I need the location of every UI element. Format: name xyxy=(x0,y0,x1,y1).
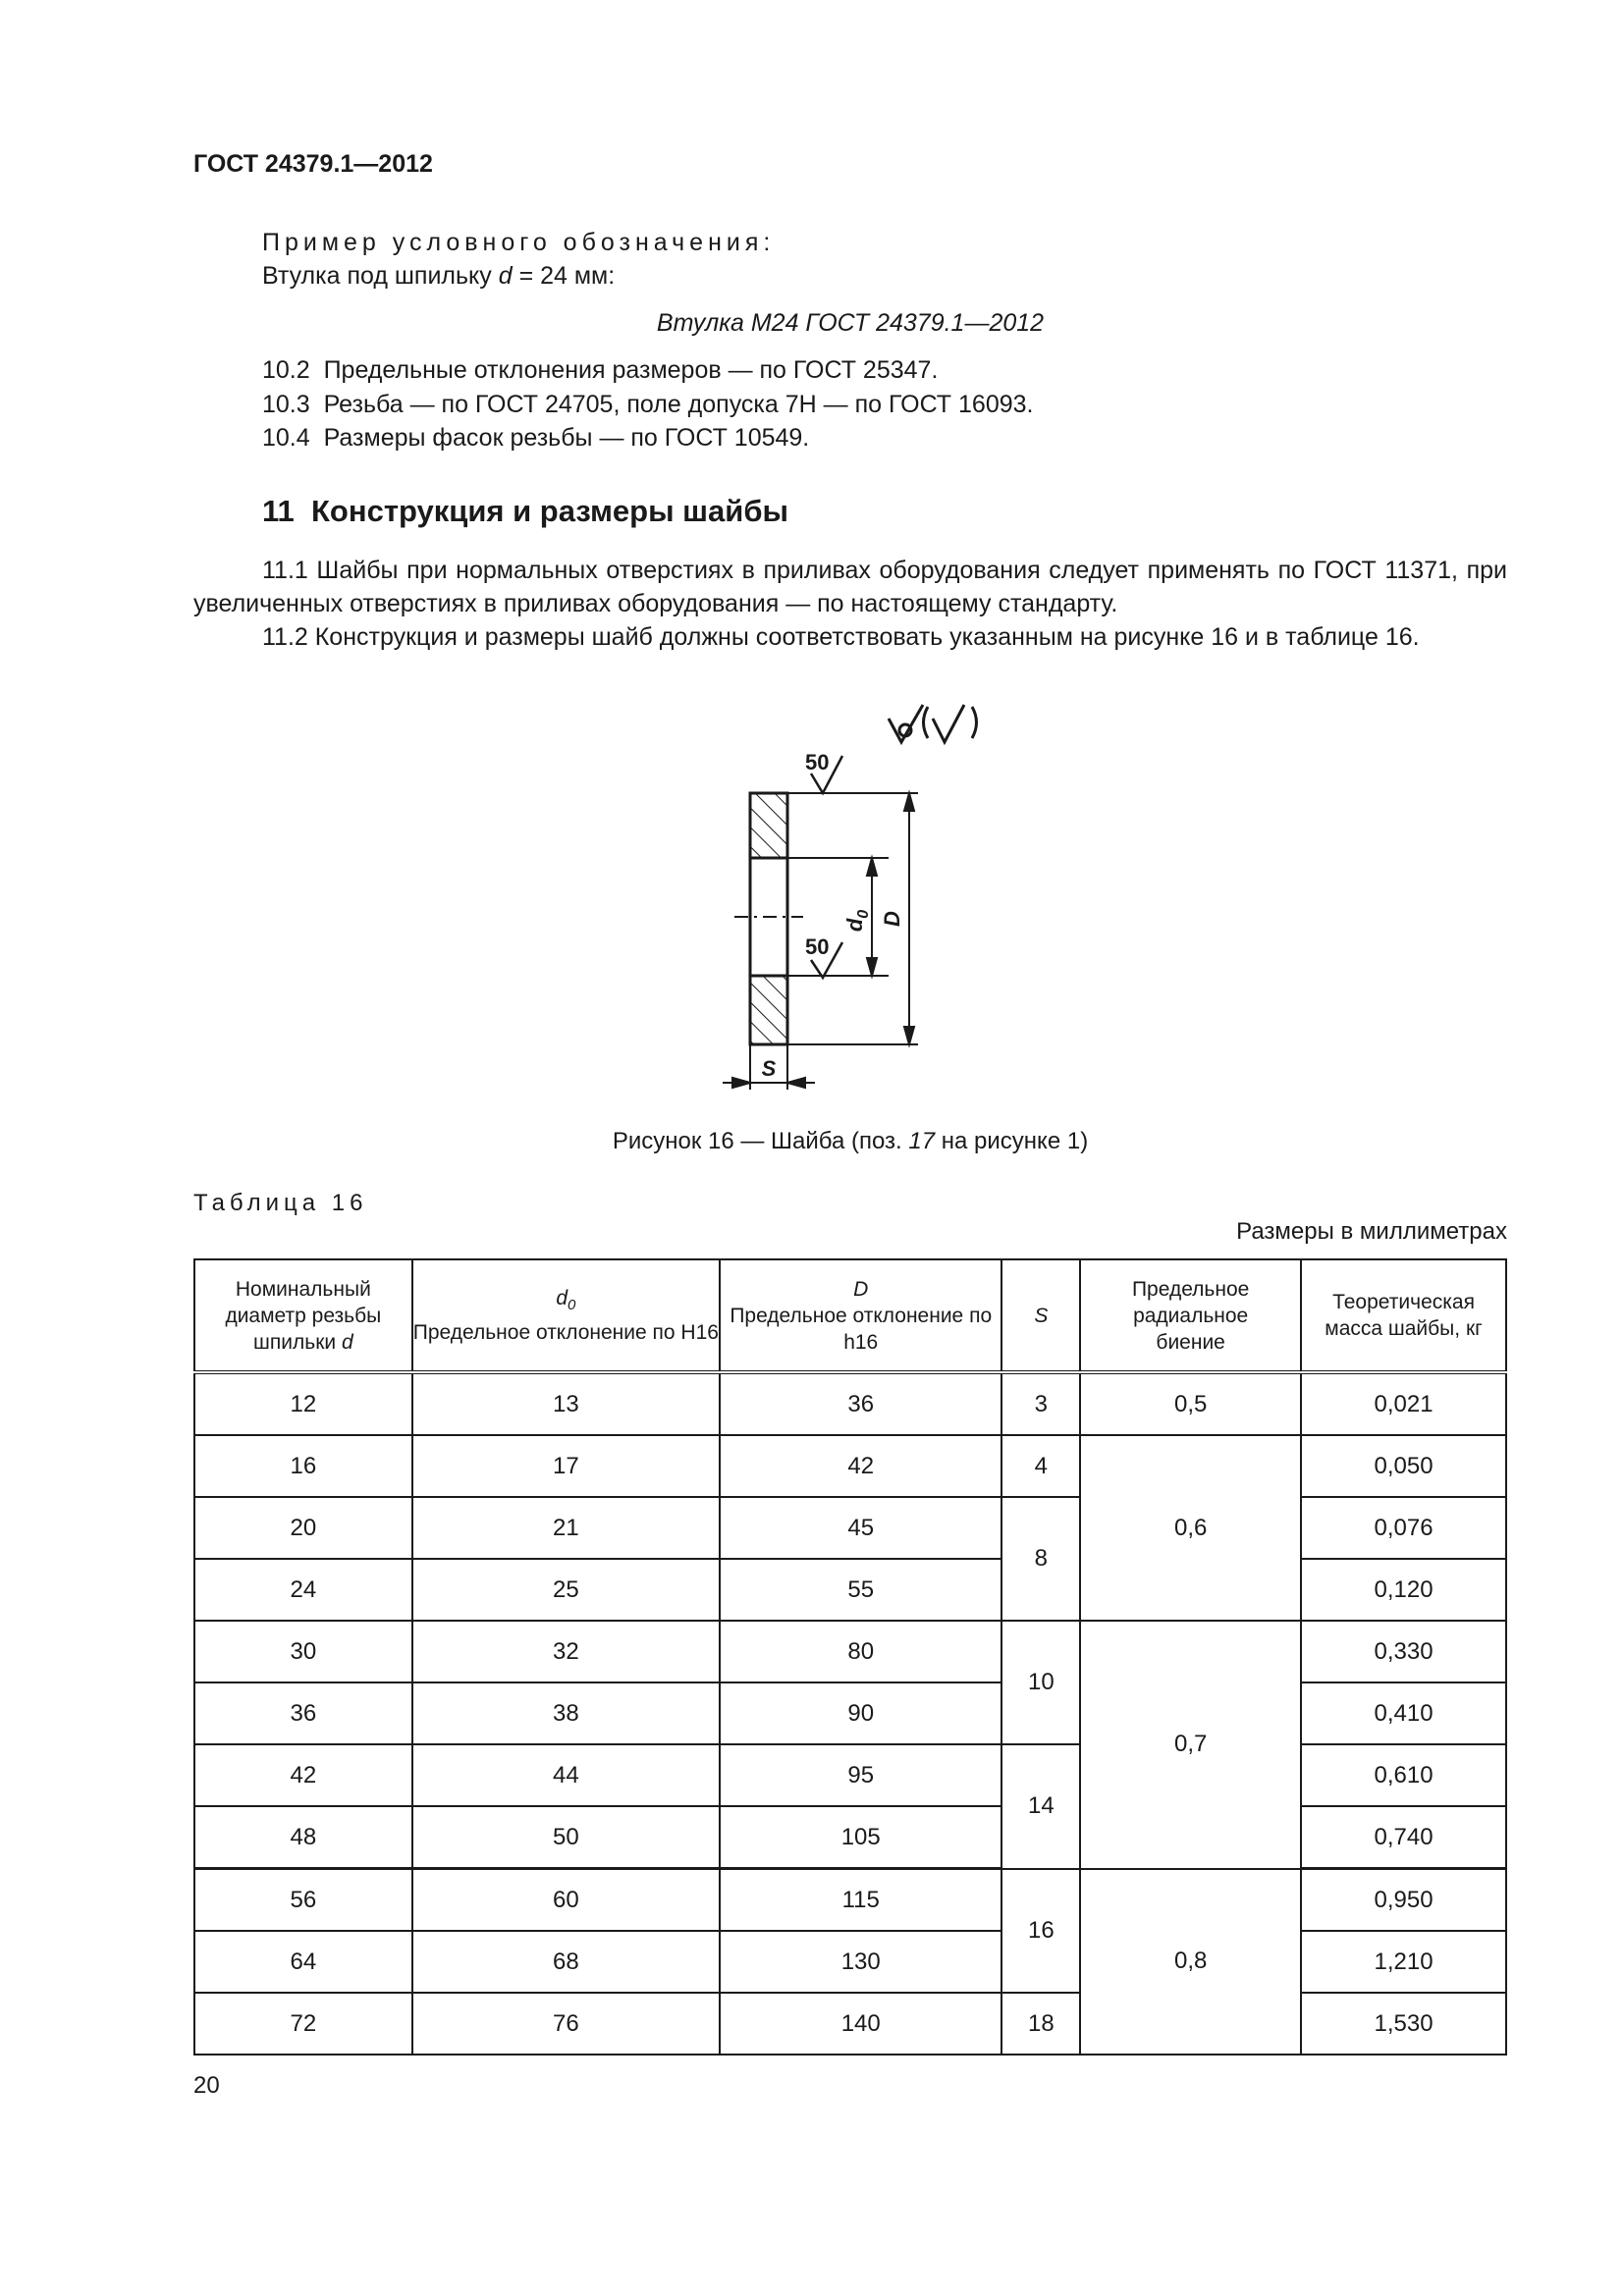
cell-D: 55 xyxy=(720,1559,1001,1621)
clause-number: 10.3 xyxy=(262,391,310,418)
clause-text: Предельные отклонения размеров — по ГОСТ 25347. xyxy=(323,356,939,384)
table-row xyxy=(194,1806,1506,1869)
cell-d0: 32 xyxy=(412,1621,720,1682)
roughness-top-value: 50 xyxy=(805,750,830,774)
cell-D: 95 xyxy=(720,1744,1001,1806)
cell-d0: 38 xyxy=(412,1682,720,1744)
header-nominal-diameter-var: d xyxy=(341,1330,353,1354)
table-row xyxy=(194,1993,1506,2055)
example-line-post: = 24 мм: xyxy=(512,262,616,290)
cell-mass: 0,050 xyxy=(1301,1435,1506,1497)
roughness-general-icon xyxy=(889,705,977,742)
table-row xyxy=(194,1372,1506,1435)
cell-nominal: 12 xyxy=(194,1372,412,1435)
table-header-row xyxy=(194,1259,1506,1372)
cell-S: 4 xyxy=(1001,1435,1080,1497)
table-label: Таблица 16 xyxy=(193,1190,368,1216)
cell-d0: 50 xyxy=(412,1806,720,1869)
cell-nominal: 42 xyxy=(194,1744,412,1806)
table-row xyxy=(194,1869,1506,1932)
header-mass: Теоретическая масса шайбы, кг xyxy=(1301,1259,1506,1372)
clause-10-3 xyxy=(262,388,1034,421)
cell-D: 115 xyxy=(720,1869,1001,1932)
cell-d0: 68 xyxy=(412,1931,720,1993)
clause-number: 10.4 xyxy=(262,424,310,452)
header-d0-sub: 0 xyxy=(568,1297,576,1314)
clause-10-2 xyxy=(262,353,938,387)
cell-D: 80 xyxy=(720,1621,1001,1682)
cell-D: 140 xyxy=(720,1993,1001,2055)
header-radial-runout: Предельное радиальное биение xyxy=(1080,1259,1301,1372)
clause-number: 10.2 xyxy=(262,356,310,384)
example-line-pre: Втулка под шпильку xyxy=(262,262,499,290)
table-row xyxy=(194,1435,1506,1497)
table-row xyxy=(194,1559,1506,1621)
table-units: Размеры в миллиметрах xyxy=(1236,1218,1507,1245)
cell-nominal: 36 xyxy=(194,1682,412,1744)
paragraph-11-2: 11.2 Конструкция и размеры шайб должны соответствовать указанным на рисунке 16 и в таблице 16. xyxy=(262,623,1420,651)
cell-D: 45 xyxy=(720,1497,1001,1559)
cell-S: 8 xyxy=(1001,1497,1080,1621)
cell-d0: 17 xyxy=(412,1435,720,1497)
roughness-inner-value: 50 xyxy=(805,934,830,959)
dimension-D xyxy=(904,793,914,1044)
cell-mass: 1,530 xyxy=(1301,1993,1506,2055)
table-row xyxy=(194,1744,1506,1806)
section-title: Конструкция и размеры шайбы xyxy=(311,494,788,528)
cell-nominal: 16 xyxy=(194,1435,412,1497)
header-d0-var: d xyxy=(556,1287,568,1310)
section-number: 11 xyxy=(262,494,295,528)
cell-nominal: 64 xyxy=(194,1931,412,1993)
page-number: 20 xyxy=(193,2072,220,2099)
dimension-d0-var: d xyxy=(842,918,867,933)
cell-runout: 0,7 xyxy=(1080,1621,1301,1869)
document-header: ГОСТ 24379.1—2012 xyxy=(193,150,433,178)
header-D-text: Предельное отклонение по h16 xyxy=(730,1304,993,1354)
figure-caption-post: на рисунке 1) xyxy=(935,1128,1089,1154)
cell-runout: 0,8 xyxy=(1080,1869,1301,2056)
cell-D: 42 xyxy=(720,1435,1001,1497)
washer-section-bottom xyxy=(750,976,787,1044)
figure-caption-num: 17 xyxy=(908,1128,936,1154)
dimension-d0-sub: 0 xyxy=(855,909,872,919)
clause-10-4 xyxy=(262,421,809,454)
clause-text: Размеры фасок резьбы — по ГОСТ 10549. xyxy=(323,424,810,452)
cell-mass: 0,076 xyxy=(1301,1497,1506,1559)
cell-mass: 0,610 xyxy=(1301,1744,1506,1806)
cell-d0: 25 xyxy=(412,1559,720,1621)
header-D xyxy=(720,1259,1001,1372)
header-nominal-diameter-text: Номинальный диаметр резьбы шпильки xyxy=(225,1277,382,1354)
cell-mass: 0,410 xyxy=(1301,1682,1506,1744)
header-nominal-diameter xyxy=(194,1259,412,1372)
cell-runout: 0,6 xyxy=(1080,1435,1301,1621)
table-row xyxy=(194,1682,1506,1744)
washer-section-top xyxy=(750,793,787,858)
table-16 xyxy=(193,1258,1507,2056)
section-heading xyxy=(262,495,788,528)
cell-d0: 60 xyxy=(412,1869,720,1932)
cell-d0: 21 xyxy=(412,1497,720,1559)
cell-D: 90 xyxy=(720,1682,1001,1744)
cell-mass: 0,740 xyxy=(1301,1806,1506,1869)
dimension-S-label: S xyxy=(761,1056,777,1081)
header-D-var: D xyxy=(853,1277,869,1301)
figure-caption-pre: Рисунок 16 — Шайба (поз. xyxy=(612,1128,909,1154)
cell-nominal: 48 xyxy=(194,1806,412,1869)
cell-runout: 0,5 xyxy=(1080,1372,1301,1435)
cell-mass: 0,330 xyxy=(1301,1621,1506,1682)
clause-text: Резьба — по ГОСТ 24705, поле допуска 7Н — по ГОСТ 16093. xyxy=(323,391,1034,418)
cell-nominal: 56 xyxy=(194,1869,412,1932)
example-line-var: d xyxy=(498,262,513,290)
cell-nominal: 20 xyxy=(194,1497,412,1559)
paragraph-11-1: 11.1 Шайбы при нормальных отверстиях в приливах оборудования следует применять по ГОСТ 11371, при увеличенных отверстиях в приливах оборудования — по настоящему стандарту. xyxy=(193,557,1507,617)
table-row xyxy=(194,1931,1506,1993)
cell-S: 3 xyxy=(1001,1372,1080,1435)
cell-nominal: 72 xyxy=(194,1993,412,2055)
header-d0-text: Предельное отклонение по H16 xyxy=(412,1320,719,1344)
cell-D: 36 xyxy=(720,1372,1001,1435)
cell-D: 105 xyxy=(720,1806,1001,1869)
cell-mass: 0,120 xyxy=(1301,1559,1506,1621)
cell-d0: 44 xyxy=(412,1744,720,1806)
figure-caption xyxy=(193,1125,1507,1158)
header-S: S xyxy=(1001,1259,1080,1372)
cell-d0: 13 xyxy=(412,1372,720,1435)
washer-drawing xyxy=(687,687,1011,1099)
cell-nominal: 24 xyxy=(194,1559,412,1621)
cell-S: 10 xyxy=(1001,1621,1080,1744)
cell-nominal: 30 xyxy=(194,1621,412,1682)
example-designation: Втулка М24 ГОСТ 24379.1—2012 xyxy=(656,309,1045,337)
cell-S: 18 xyxy=(1001,1993,1080,2055)
dimension-D-label: D xyxy=(880,911,904,927)
table-row xyxy=(194,1497,1506,1559)
dimension-d0-label xyxy=(842,910,872,932)
cell-S: 14 xyxy=(1001,1744,1080,1869)
example-label: Пример условного обозначения: xyxy=(262,229,776,256)
cell-mass: 0,950 xyxy=(1301,1869,1506,1932)
cell-S: 16 xyxy=(1001,1869,1080,1994)
cell-D: 130 xyxy=(720,1931,1001,1993)
cell-mass: 1,210 xyxy=(1301,1931,1506,1993)
cell-mass: 0,021 xyxy=(1301,1372,1506,1435)
example-line xyxy=(262,259,615,293)
cell-d0: 76 xyxy=(412,1993,720,2055)
table-row xyxy=(194,1621,1506,1682)
header-d0 xyxy=(412,1259,720,1372)
